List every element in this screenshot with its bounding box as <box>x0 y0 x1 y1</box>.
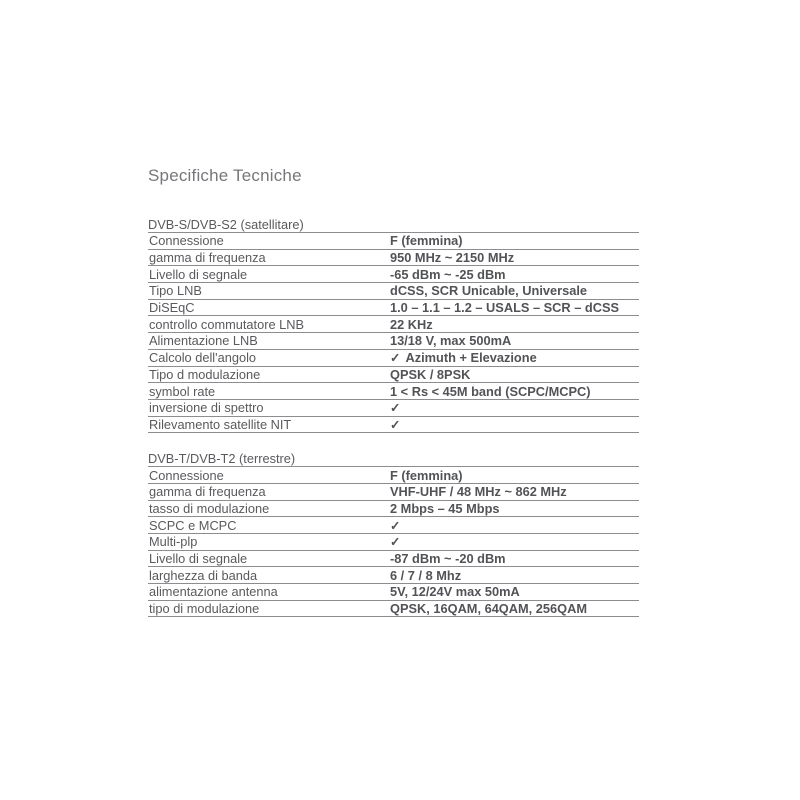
row-value <box>390 384 591 399</box>
row-value <box>390 283 587 298</box>
table-row <box>148 534 639 551</box>
row-value-text: 1 < Rs < 45M band (SCPC/MCPC) <box>390 383 591 399</box>
row-value <box>390 501 500 516</box>
row-label: Calcolo dell'angolo <box>149 350 257 366</box>
row-value <box>390 233 463 248</box>
row-value <box>390 400 400 415</box>
table-row <box>148 467 639 484</box>
row-label: Tipo LNB <box>149 283 202 299</box>
row-value-text: 950 MHz ~ 2150 MHz <box>390 250 515 266</box>
row-value <box>390 417 400 432</box>
table-row <box>148 266 639 283</box>
table-row <box>148 250 639 267</box>
row-value <box>390 300 619 315</box>
table-row <box>148 283 639 300</box>
row-value-text: 22 KHz <box>390 316 433 332</box>
check-icon: ✓ <box>390 401 401 416</box>
row-label: symbol rate <box>149 383 216 399</box>
table-row <box>148 316 639 333</box>
table-row <box>148 601 639 618</box>
table-row <box>148 517 639 534</box>
row-label: gamma di frequenza <box>149 484 266 500</box>
row-value <box>390 367 470 382</box>
row-value <box>390 350 537 365</box>
row-label: gamma di frequenza <box>149 250 266 266</box>
row-value-text: F (femmina) <box>390 467 463 483</box>
spec-sheet <box>148 166 639 617</box>
row-label: DiSEqC <box>149 300 195 316</box>
row-value-text: -65 dBm ~ -25 dBm <box>390 266 506 282</box>
row-value <box>390 333 511 348</box>
row-value-text: 1.0 – 1.1 – 1.2 – USALS – SCR – dCSS <box>390 300 620 316</box>
row-label: alimentazione antenna <box>149 584 278 600</box>
row-label: controllo commutatore LNB <box>149 316 305 332</box>
table-row <box>148 584 639 601</box>
row-value-text: 13/18 V, max 500mA <box>390 333 512 349</box>
table-row <box>148 567 639 584</box>
table-row <box>148 551 639 568</box>
row-value <box>390 601 587 616</box>
row-value <box>390 250 514 265</box>
row-label: Alimentazione LNB <box>149 333 258 349</box>
row-label: tasso di modulazione <box>149 500 270 516</box>
section-rows <box>148 467 639 617</box>
table-row <box>148 400 639 417</box>
row-value <box>390 584 520 599</box>
row-value-text: dCSS, SCR Unicable, Universale <box>390 283 587 299</box>
spec-section <box>148 218 639 433</box>
row-label: Multi-plp <box>149 534 198 550</box>
row-value-text: 6 / 7 / 8 Mhz <box>390 567 462 583</box>
row-value-text: F (femmina) <box>390 233 463 249</box>
row-value-text: 2 Mbps – 45 Mbps <box>390 500 500 516</box>
row-label: larghezza di banda <box>149 567 258 583</box>
row-label: inversione di spettro <box>149 400 264 416</box>
row-value <box>390 568 461 583</box>
check-icon: ✓ <box>390 351 401 366</box>
table-row <box>148 484 639 501</box>
row-value <box>390 551 506 566</box>
table-row <box>148 333 639 350</box>
row-label: tipo di modulazione <box>149 601 260 617</box>
row-value-text: QPSK, 16QAM, 64QAM, 256QAM <box>390 601 587 617</box>
row-value-text: Azimuth + Elevazione <box>405 350 537 366</box>
row-label: Livello di segnale <box>149 551 248 567</box>
row-label: Connessione <box>149 467 224 483</box>
row-value <box>390 534 400 549</box>
section-header: DVB-S/DVB-S2 (satellitare) <box>148 218 639 233</box>
row-value-text: QPSK / 8PSK <box>390 366 471 382</box>
row-value <box>390 518 400 533</box>
row-label: SCPC e MCPC <box>149 517 237 533</box>
row-value-text: VHF-UHF / 48 MHz ~ 862 MHz <box>390 484 567 500</box>
table-row <box>148 417 639 434</box>
spec-sections <box>148 218 639 617</box>
row-label: Rilevamento satellite NIT <box>149 416 292 432</box>
section-rows <box>148 233 639 433</box>
table-row <box>148 367 639 384</box>
row-value-text: 5V, 12/24V max 50mA <box>390 584 520 600</box>
table-row <box>148 383 639 400</box>
row-value <box>390 468 463 483</box>
spec-section <box>148 452 639 617</box>
row-label: Connessione <box>149 233 224 249</box>
page-title: Specifiche Tecniche <box>148 166 302 185</box>
row-value <box>390 484 567 499</box>
table-row <box>148 300 639 317</box>
row-value <box>390 317 433 332</box>
check-icon: ✓ <box>390 518 401 533</box>
table-row <box>148 350 639 367</box>
row-label: Livello di segnale <box>149 266 248 282</box>
row-label: Tipo d modulazione <box>149 366 261 382</box>
table-row <box>148 501 639 518</box>
row-value <box>390 267 506 282</box>
check-icon: ✓ <box>390 417 401 432</box>
row-value-text: -87 dBm ~ -20 dBm <box>390 551 506 567</box>
table-row <box>148 233 639 250</box>
check-icon: ✓ <box>390 535 401 550</box>
section-header: DVB-T/DVB-T2 (terrestre) <box>148 452 639 467</box>
